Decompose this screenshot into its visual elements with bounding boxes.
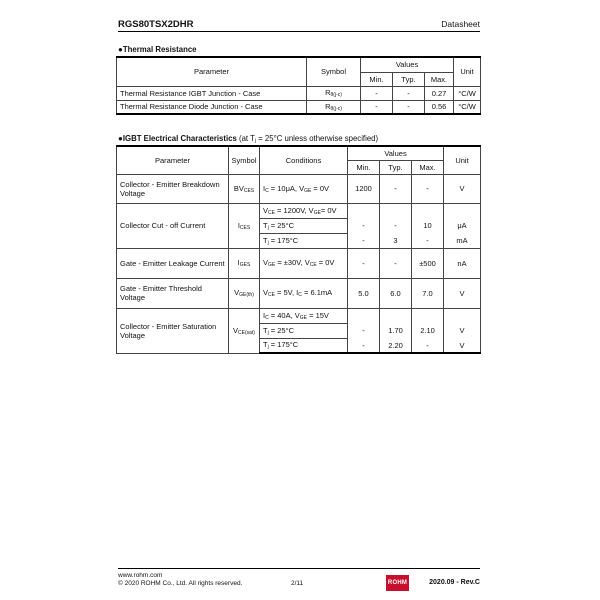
thermal-table bbox=[116, 56, 481, 115]
thermal-header-values: Values bbox=[361, 57, 454, 72]
param-cell: Collector Cut - off Current bbox=[117, 203, 229, 248]
thermal-header-typ: Typ. bbox=[393, 72, 425, 86]
typ-cell: 3 bbox=[380, 233, 412, 248]
elec-header-min: Min. bbox=[348, 160, 380, 174]
max-cell: - bbox=[412, 174, 444, 203]
table-row bbox=[117, 248, 481, 278]
typ-cell: - bbox=[393, 100, 425, 114]
symbol-cell: $R_{\theta(j-c)}$ bbox=[307, 86, 361, 100]
elec-header-values: Values bbox=[348, 146, 444, 160]
min-cell: 5.0 bbox=[348, 278, 380, 308]
unit-cell: °C/W bbox=[454, 100, 481, 114]
min-cell: - bbox=[361, 100, 393, 114]
condition-cell: $T_j = 25^\circ C$ bbox=[260, 323, 348, 338]
min-cell: - bbox=[348, 248, 380, 278]
unit-cell: V bbox=[444, 278, 481, 308]
elec-header-unit: Unit bbox=[444, 146, 481, 174]
max-cell: - bbox=[412, 233, 444, 248]
max-cell: - bbox=[412, 338, 444, 353]
table-row bbox=[117, 278, 481, 308]
symbol-cell: $I_{CES}$ bbox=[229, 203, 260, 248]
header-rule bbox=[118, 31, 480, 32]
condition-cell: $V_{CE} = 1200V$, $V_{GE}= 0V$ bbox=[260, 203, 348, 218]
thermal-header-parameter: Parameter bbox=[117, 57, 307, 86]
part-number: RGS80TSX2DHR bbox=[118, 19, 194, 30]
footer-copyright: © 2020 ROHM Co., Ltd. All rights reserved. bbox=[118, 580, 243, 587]
page-number: 2/11 bbox=[291, 580, 304, 587]
max-cell: ±500 bbox=[412, 248, 444, 278]
table-row bbox=[117, 203, 481, 218]
typ-cell: - bbox=[393, 86, 425, 100]
symbol-cell: $I_{GES}$ bbox=[229, 248, 260, 278]
symbol-cell: $V_{GE(th)}$ bbox=[229, 278, 260, 308]
symbol-cell: $V_{CE(sat)}$ bbox=[229, 308, 260, 353]
param-cell: Thermal Resistance Diode Junction - Case bbox=[117, 100, 307, 114]
elec-header-symbol: Symbol bbox=[229, 146, 260, 174]
condition-cell: $I_C = 10\mu A$, $V_{GE} = 0V$ bbox=[260, 174, 348, 203]
param-cell: Gate - Emitter Leakage Current bbox=[117, 248, 229, 278]
bullet-icon: ● bbox=[118, 134, 123, 143]
param-cell: Collector - Emitter Saturation Voltage bbox=[117, 308, 229, 353]
typ-cell: 6.0 bbox=[380, 278, 412, 308]
condition-cell: $V_{CE} = 5V$, $I_C = 6.1mA$ bbox=[260, 278, 348, 308]
min-cell bbox=[348, 203, 380, 218]
unit-cell: mA bbox=[444, 233, 481, 248]
thermal-header-min: Min. bbox=[361, 72, 393, 86]
unit-cell: nA bbox=[444, 248, 481, 278]
table-row bbox=[117, 174, 481, 203]
elec-header-parameter: Parameter bbox=[117, 146, 229, 174]
symbol-cell: $R_{\theta(j-c)}$ bbox=[307, 100, 361, 114]
typ-cell: 2.20 bbox=[380, 338, 412, 353]
table-row bbox=[117, 308, 481, 323]
param-cell: Collector - Emitter Breakdown Voltage bbox=[117, 174, 229, 203]
min-cell: - bbox=[348, 338, 380, 353]
typ-cell: - bbox=[380, 248, 412, 278]
elec-header-conditions: Conditions bbox=[260, 146, 348, 174]
footer-website-link[interactable]: www.rohm.com bbox=[118, 572, 163, 579]
max-cell: 0.56 bbox=[425, 100, 454, 114]
condition-cell: $V_{GE} = \pm 30V$, $V_{CE} = 0V$ bbox=[260, 248, 348, 278]
min-cell: - bbox=[348, 218, 380, 233]
revision-label: 2020.09 - Rev.C bbox=[429, 579, 480, 586]
elec-header-max: Max. bbox=[412, 160, 444, 174]
max-cell: 2.10 bbox=[412, 323, 444, 338]
max-cell bbox=[412, 308, 444, 323]
rohm-logo-icon: ROHM bbox=[386, 575, 409, 591]
condition-cell: $I_C = 40A$, $V_{GE} = 15V$ bbox=[260, 308, 348, 323]
unit-cell bbox=[444, 308, 481, 323]
electrical-note: (at $T_j = 25^\circ C$ unless otherwise specified) bbox=[239, 134, 379, 144]
condition-cell: $T_j = 175^\circ C$ bbox=[260, 233, 348, 248]
unit-cell: V bbox=[444, 338, 481, 353]
table-row bbox=[117, 86, 481, 100]
param-cell: Thermal Resistance IGBT Junction - Case bbox=[117, 86, 307, 100]
condition-cell: $T_j = 25^\circ C$ bbox=[260, 218, 348, 233]
min-cell: - bbox=[361, 86, 393, 100]
typ-cell bbox=[380, 308, 412, 323]
typ-cell bbox=[380, 203, 412, 218]
thermal-header-symbol: Symbol bbox=[307, 57, 361, 86]
thermal-header-unit: Unit bbox=[454, 57, 481, 86]
doc-type: Datasheet bbox=[441, 19, 480, 29]
elec-header-typ: Typ. bbox=[380, 160, 412, 174]
symbol-cell: $BV_{CES}$ bbox=[229, 174, 260, 203]
thermal-section-title: ●Thermal Resistance bbox=[118, 45, 197, 54]
min-cell: - bbox=[348, 323, 380, 338]
typ-cell: - bbox=[380, 174, 412, 203]
footer-rule bbox=[118, 568, 480, 569]
max-cell bbox=[412, 203, 444, 218]
min-cell bbox=[348, 308, 380, 323]
electrical-table bbox=[116, 145, 481, 354]
param-cell: Gate - Emitter Threshold Voltage bbox=[117, 278, 229, 308]
condition-cell: $T_j = 175^\circ C$ bbox=[260, 338, 348, 353]
typ-cell: - bbox=[380, 218, 412, 233]
unit-cell: μA bbox=[444, 218, 481, 233]
electrical-section-title: ●IGBT Electrical Characteristics (at $T_j = 25^\circ C$ unless otherwise specified) bbox=[118, 134, 379, 144]
max-cell: 10 bbox=[412, 218, 444, 233]
max-cell: 7.0 bbox=[412, 278, 444, 308]
max-cell: 0.27 bbox=[425, 86, 454, 100]
typ-cell: 1.70 bbox=[380, 323, 412, 338]
table-row bbox=[117, 100, 481, 114]
bullet-icon: ● bbox=[118, 45, 123, 54]
min-cell: - bbox=[348, 233, 380, 248]
unit-cell bbox=[444, 203, 481, 218]
min-cell: 1200 bbox=[348, 174, 380, 203]
unit-cell: °C/W bbox=[454, 86, 481, 100]
unit-cell: V bbox=[444, 323, 481, 338]
thermal-header-max: Max. bbox=[425, 72, 454, 86]
unit-cell: V bbox=[444, 174, 481, 203]
